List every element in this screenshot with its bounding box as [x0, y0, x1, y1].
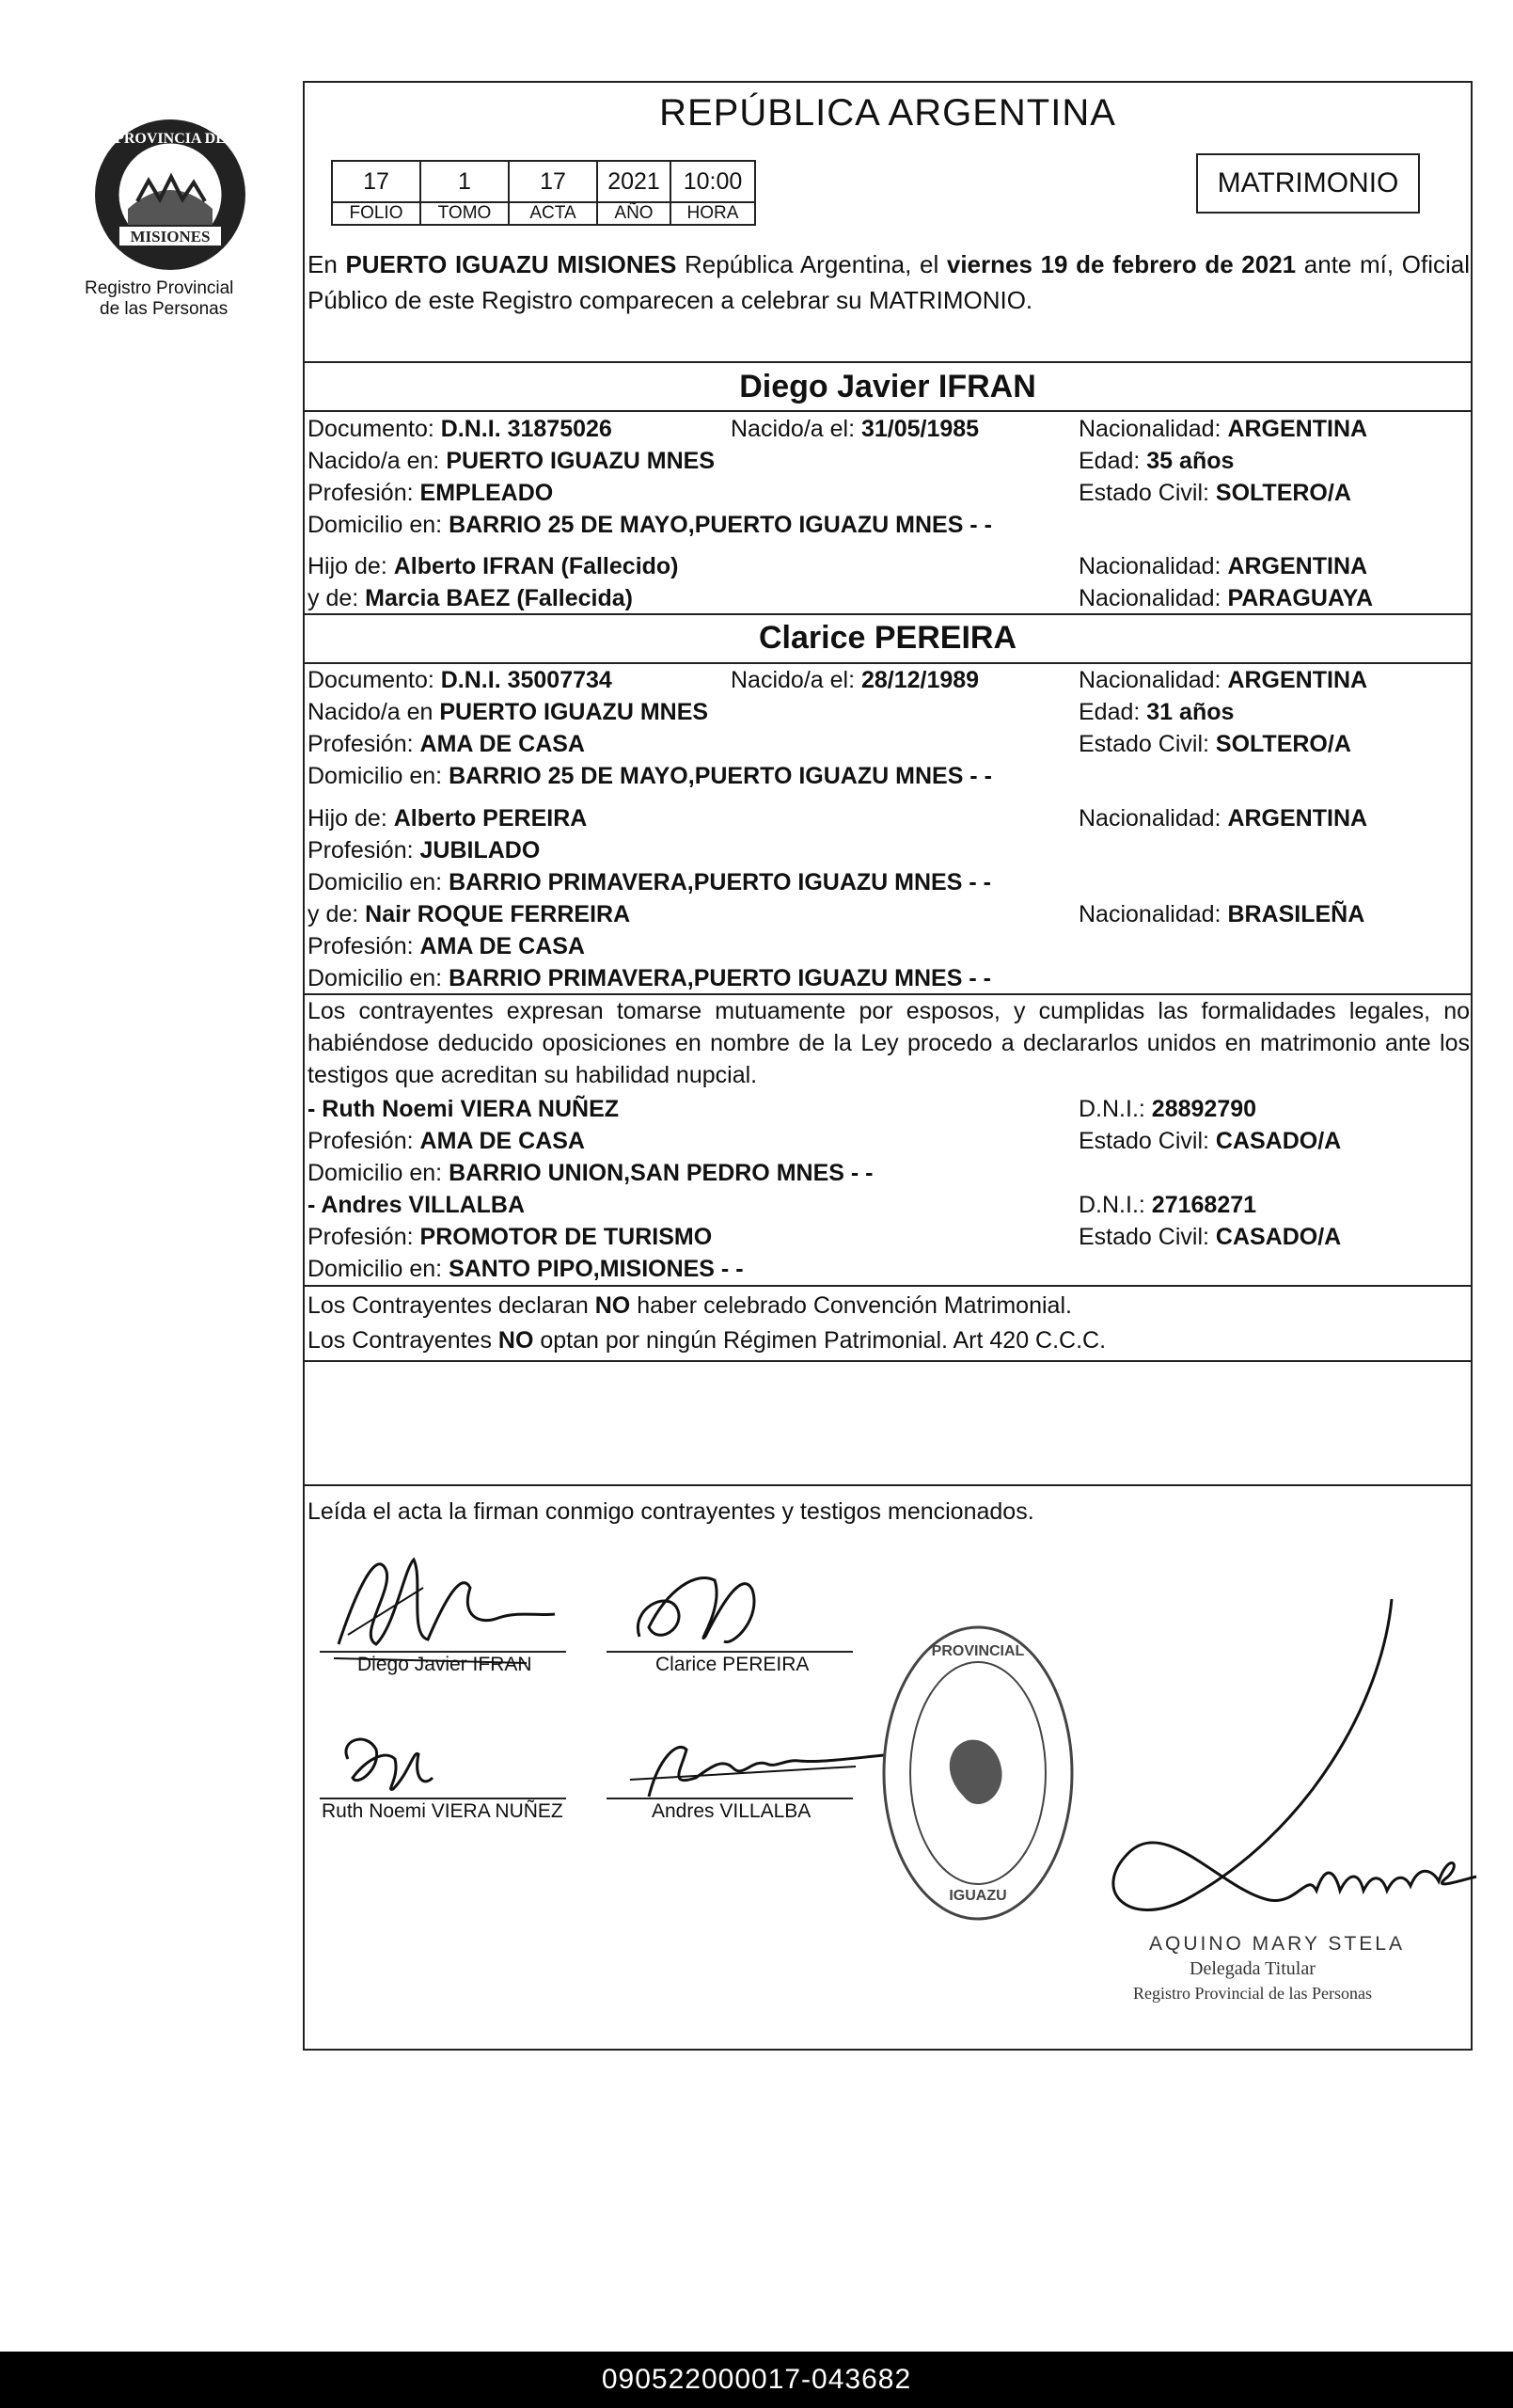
- witness1-name: - Ruth Noemi VIERA NUÑEZ: [307, 1096, 620, 1122]
- witness2-name: - Andres VILLALBA: [307, 1192, 526, 1218]
- province-seal-logo: [90, 115, 250, 275]
- signature-label-spouse2: Clarice PEREIRA: [655, 1654, 810, 1675]
- spouse2-name: Clarice PEREIRA: [759, 620, 1017, 656]
- spouse1-birthdate: Nacido/a el: 31/05/1985: [731, 416, 980, 442]
- spouse2-civil-status: Estado Civil: SOLTERO/A: [1079, 731, 1351, 757]
- witness2-profession: Profesión: PROMOTOR DE TURISMO: [307, 1224, 713, 1250]
- convention-statement: Los Contrayentes declaran NO haber celebrado Convención Matrimonial.: [307, 1292, 1072, 1319]
- svg-text:MISIONES: MISIONES: [130, 228, 211, 246]
- folio-value: 17: [332, 161, 420, 202]
- spouse1-address: Domicilio en: BARRIO 25 DE MAYO,PUERTO IGUAZU MNES - -: [307, 512, 992, 538]
- spouse1-documento: Documento: D.N.I. 31875026: [307, 416, 612, 442]
- spouse2-mother: y de: Nair ROQUE FERREIRA: [307, 901, 631, 927]
- declaration-text: Los contrayentes expresan tomarse mutuamente por esposos, y cumplidas las formalidades legales, no habiéndose deducido oposiciones en nombre de la Ley procedo a declararlos unidos en matrimonio ante los testigos que acreditan su habilidad nupcial.: [307, 998, 1470, 1088]
- patrimonial-regime-statement: Los Contrayentes NO optan por ningún Régimen Patrimonial. Art 420 C.C.C.: [307, 1327, 1107, 1354]
- intro-place: PUERTO IGUAZU MISIONES: [345, 250, 677, 278]
- official-name: AQUINO MARY STELA: [1149, 1933, 1405, 1955]
- record-info-table: [331, 160, 756, 226]
- official-title: Delegada Titular: [1190, 1958, 1316, 1979]
- record-type-box: MATRIMONIO: [1196, 153, 1420, 214]
- country-title: REPÚBLICA ARGENTINA: [659, 92, 1116, 134]
- spouse2-nationality: Nacionalidad: ARGENTINA: [1079, 667, 1368, 693]
- signature-label-spouse1: Diego Javier IFRAN: [357, 1654, 532, 1675]
- spouse2-mother-profession: Profesión: AMA DE CASA: [307, 933, 585, 959]
- witness2-dni: D.N.I.: 27168271: [1079, 1192, 1257, 1218]
- acta-value: 17: [509, 161, 597, 202]
- intro-paragraph: En PUERTO IGUAZU MISIONES República Argentina, el viernes 19 de febrero de 2021 ante mí, Oficial Público de este Registro comparecen a celebrar su MATRIMONIO.: [307, 250, 1470, 314]
- spouse1-name: Diego Javier IFRAN: [739, 369, 1036, 404]
- spouse1-father-nationality: Nacionalidad: ARGENTINA: [1079, 553, 1368, 579]
- tomo-label: TOMO: [420, 202, 509, 225]
- spouse2-mother-nationality: Nacionalidad: BRASILEÑA: [1079, 901, 1365, 927]
- spouse2-father-profession: Profesión: JUBILADO: [307, 837, 541, 863]
- spouse2-profession: Profesión: AMA DE CASA: [307, 731, 585, 757]
- year-label: AÑO: [597, 202, 670, 225]
- signature-label-witness1: Ruth Noemi VIERA NUÑEZ: [322, 1800, 563, 1822]
- signature-witness2: [611, 1721, 893, 1806]
- spouse1-civil-status: Estado Civil: SOLTERO/A: [1079, 480, 1351, 506]
- witness1-profession: Profesión: AMA DE CASA: [307, 1128, 585, 1154]
- year-value: 2021: [597, 161, 670, 202]
- witness1-address: Domicilio en: BARRIO UNION,SAN PEDRO MNES - -: [307, 1160, 874, 1186]
- witness1-dni: D.N.I.: 28892790: [1079, 1096, 1257, 1122]
- hour-value: 10:00: [670, 161, 755, 202]
- tomo-value: 1: [420, 161, 509, 202]
- spouse2-father-address: Domicilio en: BARRIO PRIMAVERA,PUERTO IGUAZU MNES - -: [307, 869, 991, 895]
- spouse2-address: Domicilio en: BARRIO 25 DE MAYO,PUERTO IGUAZU MNES - -: [307, 763, 992, 789]
- acta-label: ACTA: [509, 202, 597, 225]
- witness2-address: Domicilio en: SANTO PIPO,MISIONES - -: [307, 1256, 744, 1282]
- spouse2-documento: Documento: D.N.I. 35007734: [307, 667, 612, 693]
- spouse1-age: Edad: 35 años: [1079, 448, 1235, 474]
- spouse2-birthplace: Nacido/a en PUERTO IGUAZU MNES: [307, 699, 709, 725]
- signature-spouse2: [611, 1552, 837, 1665]
- witness1-civil-status: Estado Civil: CASADO/A: [1079, 1128, 1342, 1154]
- official-organization: Registro Provincial de las Personas: [1133, 1984, 1372, 2003]
- svg-text:PROVINCIAL: PROVINCIAL: [931, 1643, 1025, 1659]
- spouse2-father: Hijo de: Alberto PEREIRA: [307, 805, 588, 832]
- spouse1-mother: y de: Marcia BAEZ (Fallecida): [307, 585, 633, 611]
- signature-official: [1072, 1590, 1486, 1985]
- document-code-footer: 090522000017-043682: [0, 2352, 1513, 2408]
- logo-caption-line1: Registro Provincial: [85, 278, 234, 298]
- spouse1-father: Hijo de: Alberto IFRAN (Fallecido): [307, 553, 679, 579]
- signature-witness1: [320, 1721, 451, 1806]
- spouse2-father-nationality: Nacionalidad: ARGENTINA: [1079, 805, 1368, 832]
- folio-label: FOLIO: [332, 202, 420, 225]
- spouse2-age: Edad: 31 años: [1079, 699, 1235, 725]
- intro-date: viernes 19 de febrero de 2021: [946, 250, 1297, 278]
- hour-label: HORA: [670, 202, 755, 225]
- registry-stamp: [875, 1618, 1081, 1928]
- logo-caption-line2: de las Personas: [100, 299, 229, 319]
- witness2-civil-status: Estado Civil: CASADO/A: [1079, 1224, 1342, 1250]
- signature-label-witness2: Andres VILLALBA: [652, 1800, 812, 1822]
- closing-statement: Leída el acta la firman conmigo contrayentes y testigos mencionados.: [307, 1498, 1034, 1525]
- spouse1-profession: Profesión: EMPLEADO: [307, 480, 554, 506]
- spouse1-mother-nationality: Nacionalidad: PARAGUAYA: [1079, 585, 1374, 611]
- svg-text:IGUAZU: IGUAZU: [949, 1888, 1007, 1904]
- svg-text:PROVINCIA DE: PROVINCIA DE: [115, 131, 226, 147]
- spouse1-birthplace: Nacido/a en: PUERTO IGUAZU MNES: [307, 448, 715, 474]
- spouse2-birthdate: Nacido/a el: 28/12/1989: [731, 667, 980, 693]
- spouse2-mother-address: Domicilio en: BARRIO PRIMAVERA,PUERTO IGUAZU MNES - -: [307, 965, 991, 991]
- spouse1-nationality: Nacionalidad: ARGENTINA: [1079, 416, 1368, 442]
